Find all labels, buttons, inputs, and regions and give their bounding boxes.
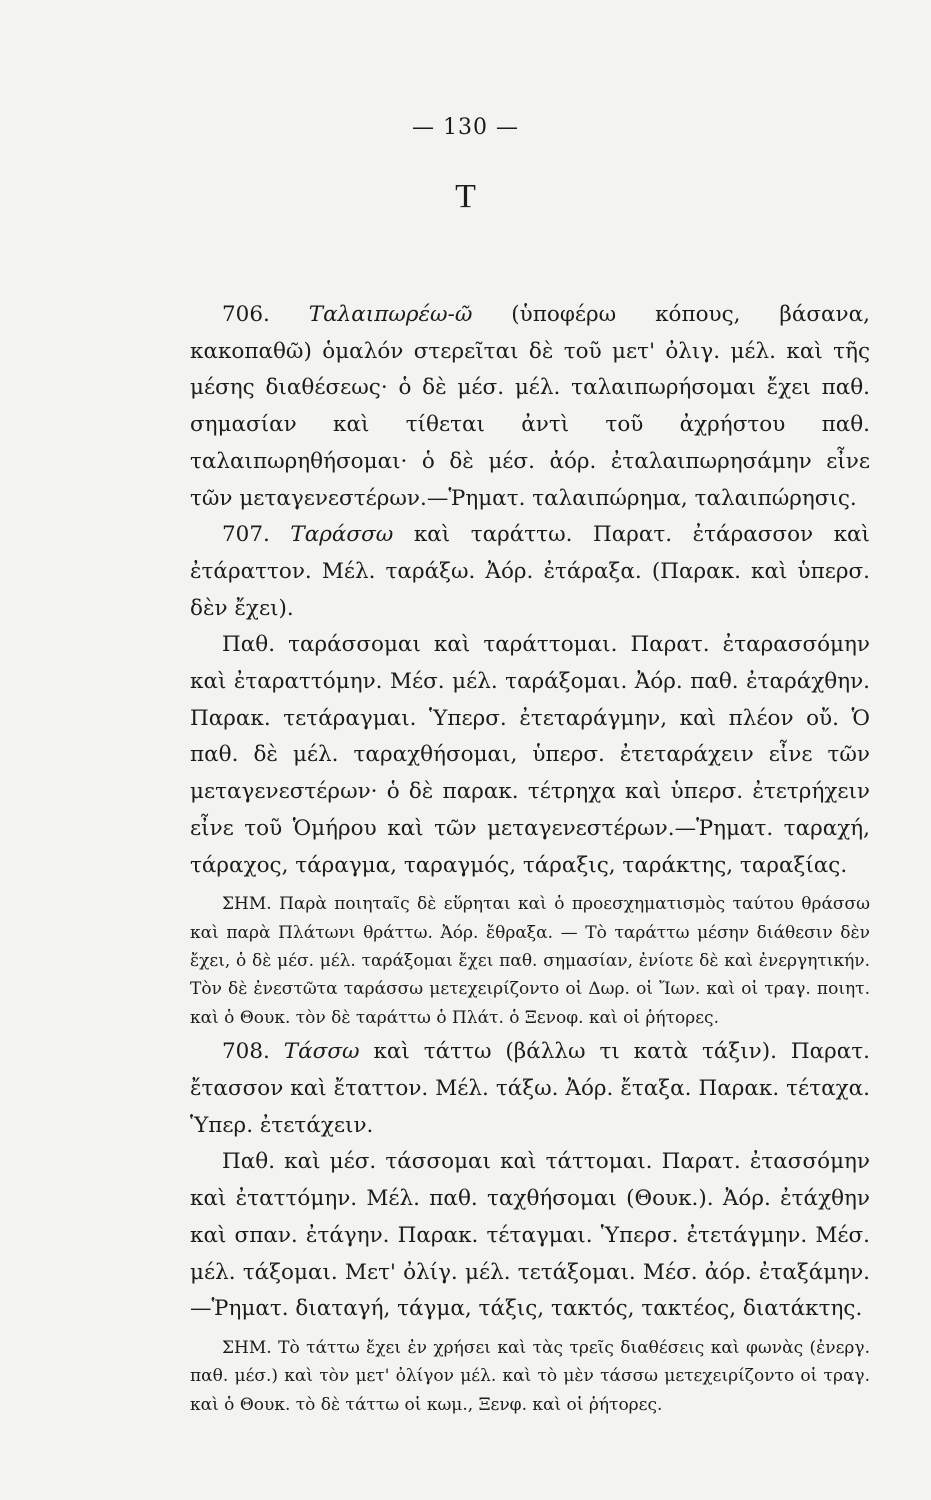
entry-headword: Ταλαιπωρέω-ῶ	[308, 302, 473, 327]
entry-708-passive: Παθ. καὶ μέσ. τάσσομαι καὶ τάττομαι. Παρατ. ἐτασσόμην καὶ ἐταττόμην. Μέλ. παθ. ταχθήσομαι (Θουκ.). Ἀόρ. ἐτάχθην καὶ σπαν. ἐτάγην. Παρακ. τέταγμαι. Ὑπερσ. ἐτετάγμην. Μέσ. μέλ. τάξομαι. Μετ' ὀλίγ. μέλ. τετάξομαι. Μέσ. ἀόρ. ἐταξάμην.—Ῥηματ. διαταγή, τάγμα, τάξις, τακτός, τακτέος, διατάκτης.	[190, 1149, 870, 1322]
entry-706	[190, 297, 870, 517]
entry-text: ὁμαλόν στερεῖται δὲ τοῦ μετ' ὀλιγ. μέλ. καὶ τῆς μέσης διαθέσεως· ὁ δὲ μέσ. μέλ. ταλαιπωρήσομαι ἔχει παθ. σημασίαν καὶ τίθεται ἀντὶ τοῦ ἀχρήστου παθ. ταλαιπωρηθήσομαι· ὁ δὲ μέσ. ἀόρ. ἐταλαιπωρησάμην εἶνε τῶν μεταγενεστέρων.—Ῥηματ. ταλαιπώρημα, ταλαιπώρησις.	[190, 338, 870, 511]
entry-707	[190, 517, 870, 627]
entry-text: καὶ ταράττω. Παρατ. ἐτάρασσον καὶ ἐτάραττον. Μέλ. ταράξω. Ἀόρ. ἐτάραξα. (Παρακ. καὶ ὑπερσ. δὲν ἔχει).	[190, 522, 870, 621]
section-letter: Τ	[455, 178, 476, 215]
entry-number: 707.	[222, 522, 270, 548]
entry-708	[190, 1034, 870, 1144]
entry-number: 706.	[222, 302, 270, 327]
page-body	[190, 297, 870, 1421]
entry-707-passive: Παθ. ταράσσομαι καὶ ταράττομαι. Παρατ. ἐταρασσόμην καὶ ἐταραττόμην. Μέσ. μέλ. ταράξομαι. Ἀόρ. παθ. ἐταράχθην. Παρακ. τετάραγμαι. Ὑπερσ. ἐτεταράγμην, καὶ πλέον οὔ. Ὁ παθ. δὲ μέλ. ταραχθήσομαι, ὑπερσ. ἐτεταράχειν εἶνε τῶν μεταγενεστέρων· ὁ δὲ παρακ. τέτρηχα καὶ ὑπερσ. ἐτετρήχειν εἶνε τοῦ Ὁμήρου καὶ τῶν μεταγενεστέρων.—Ῥηματ. ταραχή, τάραχος, τάραγμα, ταραγμός, τάραξις, ταράκτης, ταραξίας.	[190, 632, 870, 878]
entry-number: 708.	[222, 1039, 270, 1065]
entry-headword: Τάσσω	[283, 1039, 360, 1065]
entry-708-note: ΣΗΜ. Τὸ τάττω ἔχει ἐν χρήσει καὶ τὰς τρεῖς διαθέσεις καὶ φωνὰς (ἐνεργ. παθ. μέσ.) καὶ τὸν μετ' ὀλίγον μέλ. καὶ τὸ μὲν τάσσω μετεχειρίζοντο οἱ τραγ. καὶ ὁ Θουκ. τὸ δὲ τάττω οἱ κωμ., Ξενφ. καὶ οἱ ῥήτορες.	[190, 1337, 870, 1415]
entry-headword: Ταράσσω	[290, 522, 394, 548]
entry-text: καὶ τάττω (βάλλω τι κατὰ τάξιν). Παρατ. ἔτασσον καὶ ἔταττον. Μέλ. τάξω. Ἀόρ. ἔταξα. Παρακ. τέταχα. Ὑπερ. ἐτετάχειν.	[190, 1039, 870, 1138]
entry-text: (ὑποφέρω κόπους, βάσανα, κακοπαθῶ)	[190, 302, 870, 364]
page-number: — 130 —	[412, 115, 519, 140]
entry-707-note: ΣΗΜ. Παρὰ ποιηταῖς δὲ εὕρηται καὶ ὁ προεσχηματισμὸς ταύτου θράσσω καὶ παρὰ Πλάτωνι θράττω. Ἀόρ. ἔθραξα. — Τὸ ταράττω μέσην διάθεσιν δὲν ἔχει, ὁ δὲ μέσ. μέλ. ταράξομαι ἔχει παθ. σημασίαν, ἐνίοτε δὲ καὶ ἐνεργητικήν. Τὸν δὲ ἐνεστῶτα ταράσσω μετεχειρίζοντο οἱ Δωρ. οἱ Ἴων. καὶ οἱ τραγ. ποιητ. καὶ ὁ Θουκ. τὸν δὲ ταράττω ὁ Πλάτ. ὁ Ξενοφ. καὶ οἱ ῥήτορες.	[190, 894, 870, 1028]
